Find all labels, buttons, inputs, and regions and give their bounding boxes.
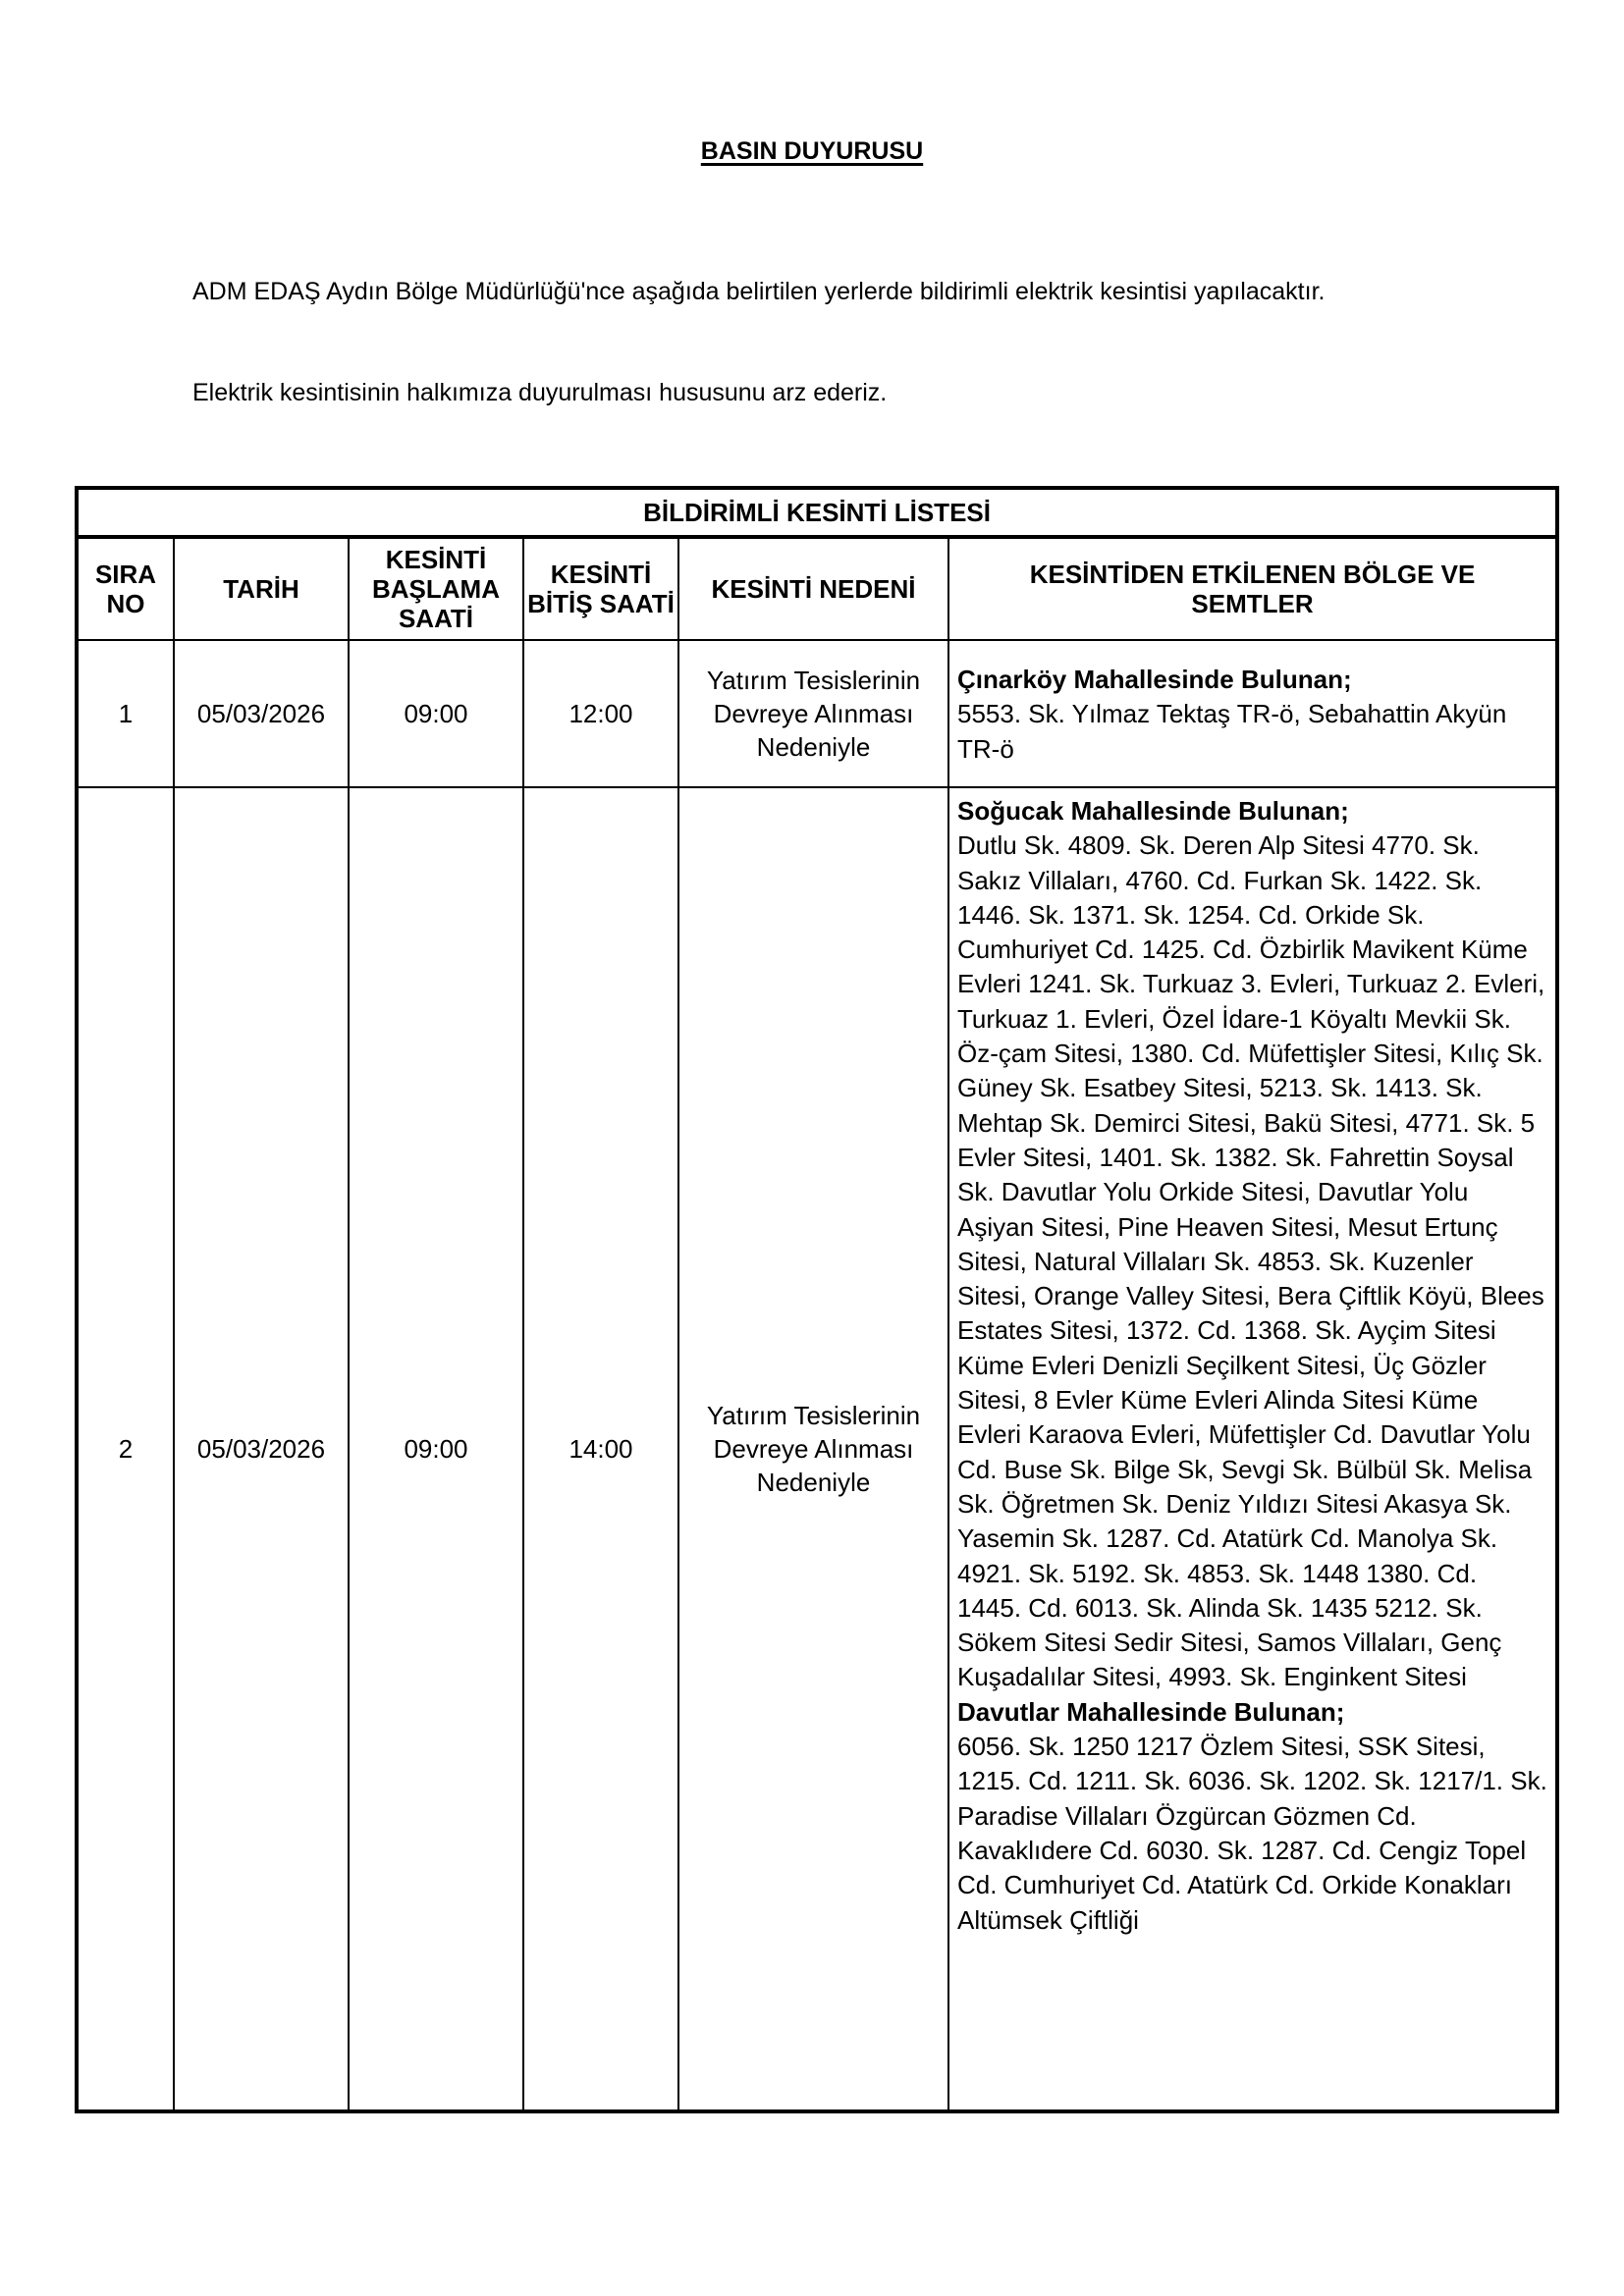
header-bolge [948,537,1557,640]
page-title: BASIN DUYURUSU [700,137,924,165]
cell-tarih: 05/03/2026 [174,787,349,2111]
street-list: Dutlu Sk. 4809. Sk. Deren Alp Sitesi 4770. Sk. Sakız Villaları, 4760. Cd. Furkan Sk. 1422. Sk. 1446. Sk. 1371. Sk. 1254. Cd. Orkide Sk. Cumhuriyet Cd. 1425. Cd. Özbirlik Mavikent Küme Evleri 1241. Sk. Turkuaz 3. Evleri, Turkuaz 2. Evleri, Turkuaz 1. Evleri, Özel İdare-1 Köyaltı Mevkii Sk. Öz-çam Sitesi, 1380. Cd. Müfettişler Sitesi, Kılıç Sk. Güney Sk. Esatbey Sitesi, 5213. Sk. 1413. Sk. Mehtap Sk. Demirci Sitesi, Bakü Sitesi, 4771. Sk. 5 Evler Sitesi, 1401. Sk. 1382. Sk. Fahrettin Soysal Sk. Davutlar Yolu Orkide Sitesi, Davutlar Yolu Aşiyan Sitesi, Pine Heaven Sitesi, Mesut Ertunç Sitesi, Natural Villaları Sk. 4853. Sk. Kuzenler Sitesi, Orange Valley Sitesi, Bera Çiftlik Köyü, Blees Estates Sitesi, 1372. Cd. 1368. Sk. Ayçim Sitesi Küme Evleri Denizli Seçilkent Sitesi, Üç Gözler Sitesi, 8 Evler Küme Evleri Alinda Sitesi Küme Evleri Karaova Evleri, Müfettişler Cd. Davutlar Yolu Cd. Buse Sk. Bilge Sk, Sevgi Sk. Bülbül Sk. Melisa Sk. Öğretmen Sk. Deniz Yıldızı Sitesi Akasya Sk. Yasemin Sk. 1287. Cd. Atatürk Cd. Manolya Sk. 4921. Sk. 5192. Sk. 4853. Sk. 1448 1380. Cd. 1445. Cd. 6013. Sk. Alinda Sk. 1435 5212. Sk. Sökem Sitesi Sedir Sitesi, Samos Villaları, Genç Kuşadalılar Sitesi, 4993. Sk. Enginkent Sitesi [957,830,1545,1692]
header-tarih-label: TARİH [223,574,299,604]
cell-baslama: 09:00 [349,640,523,787]
table-row [77,787,1557,2111]
header-baslama [349,537,523,640]
cell-neden [678,640,948,787]
table-title: BİLDİRİMLİ KESİNTİ LİSTESİ [77,488,1557,537]
cell-neden-text: Yatırım Tesislerinin Devreye Alınması Nedeniyle [706,666,921,762]
cell-bolge [948,640,1557,787]
header-tarih [174,537,349,640]
street-list: 5553. Sk. Yılmaz Tektaş TR-ö, Sebahattin Akyün TR-ö [957,699,1507,764]
district-name: Davutlar Mahallesinde Bulunan; [957,1696,1345,1727]
cell-bitis: 12:00 [523,640,678,787]
header-baslama-label: KESİNTİ BAŞLAMA SAATİ [372,545,500,633]
header-neden-label: KESİNTİ NEDENİ [711,574,916,604]
header-bolge-label: KESİNTİDEN ETKİLENEN BÖLGE VE SEMTLER [1029,560,1476,618]
header-sira-no [77,537,174,640]
header-neden [678,537,948,640]
cell-tarih: 05/03/2026 [174,640,349,787]
cell-bolge [948,787,1557,2111]
header-bitis [523,537,678,640]
cell-bitis: 14:00 [523,787,678,2111]
cell-neden-text: Yatırım Tesislerinin Devreye Alınması Nedeniyle [706,1401,921,1497]
closing-paragraph: Elektrik kesintisinin halkımıza duyurulması hususunu arz ederiz. [192,379,888,406]
cell-sira-no: 1 [77,640,174,787]
header-sira-no-label: SIRA NO [94,560,157,618]
cell-sira-no: 2 [77,787,174,2111]
table-header-row [77,537,1557,640]
district-name: Çınarköy Mahallesinde Bulunan; [957,665,1352,695]
header-bitis-label: KESİNTİ BİTİŞ SAATİ [527,560,675,618]
table-row [77,640,1557,787]
cell-baslama: 09:00 [349,787,523,2111]
intro-paragraph: ADM EDAŞ Aydın Bölge Müdürlüğü'nce aşağıda belirtilen yerlerde bildirimli elektrik kesintisi yapılacaktır. [192,278,1326,305]
district-name: Soğucak Mahallesinde Bulunan; [957,796,1349,826]
cell-neden [678,787,948,2111]
outage-table [75,486,1559,2113]
street-list: 6056. Sk. 1250 1217 Özlem Sitesi, SSK Sitesi, 1215. Cd. 1211. Sk. 6036. Sk. 1202. Sk. 1217/1. Sk. Paradise Villaları Özgürcan Gözmen Cd. Kavaklıdere Cd. 6030. Sk. 1287. Cd. Cengiz Topel Cd. Cumhuriyet Cd. Atatürk Cd. Orkide Konakları Altümsek Çiftliği [957,1732,1547,1935]
